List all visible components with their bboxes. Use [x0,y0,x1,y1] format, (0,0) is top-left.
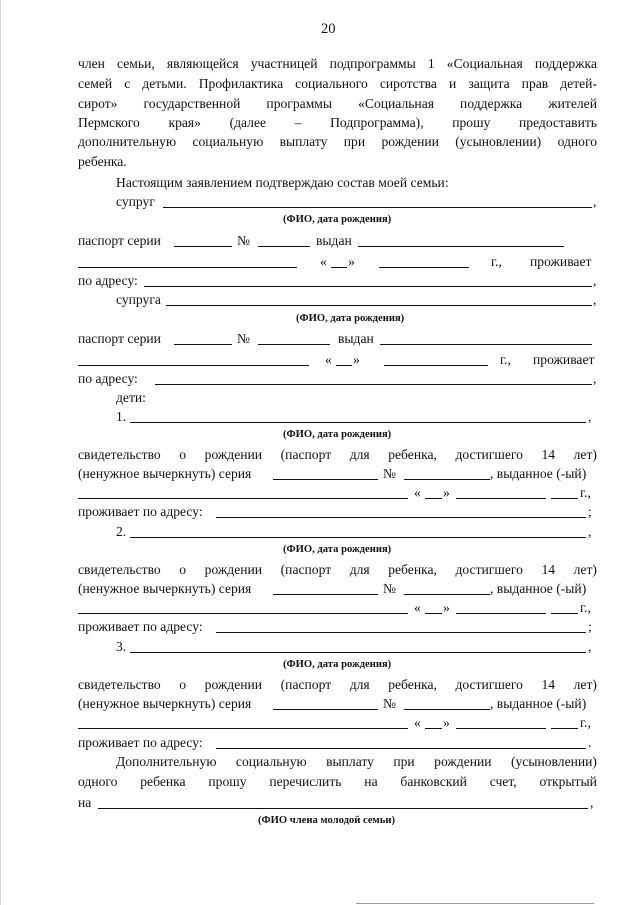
child-3-cert-line: свидетельство о рождении (паспорт для ребенка, достигшего 14 лет) [78,677,597,692]
child-3-period: . [588,735,592,750]
child-1-issued-by-field[interactable] [78,498,408,499]
child-1-issue-day-field[interactable] [425,498,442,499]
child-3-fio-caption: (ФИО, дата рождения) [283,659,392,670]
child-2-address-field[interactable] [216,632,586,633]
child-2-quote-close: » [443,600,450,615]
child-1-year-label: г., [580,485,591,500]
spouse2-issue-month-field[interactable] [384,365,488,366]
child-3-address-label: проживает по адресу: [78,735,203,750]
spouse-issue-day-field[interactable] [331,267,347,268]
child-2-series-field[interactable] [273,594,378,595]
spouse-issued-by-field[interactable] [358,246,564,247]
child-3-issue-month-field[interactable] [456,728,546,729]
child-1-address-label: проживает по адресу: [78,504,203,519]
intro-line-4: Пермского края» (далее – Подпрограмма), прошу предоставить [78,115,597,130]
child-1-issue-year-field[interactable] [551,498,578,499]
child-2-address-label: проживает по адресу: [78,619,203,634]
child-2-issued-label: , выданное (-ый) [490,581,587,596]
intro-line-6: ребенка. [78,154,127,169]
account-on-label: на [78,795,92,810]
spouse2-label: супруга [116,292,161,307]
child-1-series-field[interactable] [273,479,378,480]
spouse2-quote-open: « [325,352,332,367]
spouse-issued-label: выдан [316,233,352,248]
spouse-passport-series-field[interactable] [174,246,232,247]
spouse-address-label: по адресу: [78,273,138,288]
intro-line-2: семей с детьми. Профилактика социального сиротства и защита прав детей- [78,76,597,91]
child-2-issue-year-field[interactable] [551,613,578,614]
payment-line-2: одного ребенка прошу перечислить на банковский счет, открытый [78,774,597,789]
child-3-issue-day-field[interactable] [425,728,442,729]
child-3-cert-number-field[interactable] [404,709,490,710]
scan-left-edge [0,0,1,905]
spouse-quote-close: » [348,254,355,269]
child-3-quote-close: » [443,715,450,730]
spouse2-fio-caption: (ФИО, дата рождения) [296,313,405,324]
child-2-issued-by-field[interactable] [78,613,408,614]
child-2-semicolon: ; [588,619,592,634]
spouse2-number-sign: № [237,331,250,346]
child-1-issue-month-field[interactable] [456,498,546,499]
child-2-quote-open: « [414,600,421,615]
child-3-issue-year-field[interactable] [551,728,578,729]
spouse-comma: , [593,194,597,209]
child-1-number-sign: № [383,466,396,481]
child-2-year-label: г., [580,600,591,615]
child-2-issue-day-field[interactable] [425,613,442,614]
spouse2-comma: , [593,292,597,307]
child-1-quote-open: « [414,485,421,500]
intro-line-3: сирот» государственной программы «Социальная поддержка жителей [78,96,597,111]
child-3-series-field[interactable] [273,709,378,710]
account-holder-field[interactable] [98,808,588,809]
account-holder-caption: (ФИО члена молодой семьи) [258,815,395,826]
child-1-series-label: (ненужное вычеркнуть) серия [78,466,252,481]
spouse-quote-open: « [320,254,327,269]
spouse2-passport-label: паспорт серии [78,331,161,346]
child-1-fio-field[interactable] [130,422,586,423]
spouse2-lives-label: проживает [533,352,595,367]
spouse2-issue-day-field[interactable] [336,365,352,366]
spouse2-fio-field[interactable] [166,305,592,306]
spouse-issue-month-field[interactable] [379,267,469,268]
child-2-number-sign: № [383,581,396,596]
spouse-label: супруг [116,194,155,209]
child-3-comma: , [588,639,592,654]
child-1-cert-number-field[interactable] [404,479,490,480]
child-1-quote-close: » [443,485,450,500]
payment-line-1: Дополнительную социальную выплату при рождении (усыновлении) [116,754,597,769]
child-2-cert-line: свидетельство о рождении (паспорт для ребенка, достигшего 14 лет) [78,562,597,577]
spouse-number-sign: № [237,233,250,248]
child-1-address-field[interactable] [216,517,586,518]
page-number: 20 [321,21,336,37]
child-2-series-label: (ненужное вычеркнуть) серия [78,581,252,596]
child-3-issued-label: , выданное (-ый) [490,696,587,711]
spouse2-issued-by-field-2[interactable] [78,365,309,366]
child-1-comma: , [588,409,592,424]
child-3-year-label: г., [580,715,591,730]
child-1-fio-caption: (ФИО, дата рождения) [283,429,392,440]
spouse-fio-field[interactable] [163,207,592,208]
spouse2-issued-by-field[interactable] [380,344,592,345]
child-3-issued-by-field[interactable] [78,728,408,729]
spouse2-issued-label: выдан [338,331,374,346]
child-1-semicolon: ; [588,504,592,519]
child-2-fio-caption: (ФИО, дата рождения) [283,544,392,555]
spouse-year-label: г., [491,254,502,269]
spouse-passport-number-field[interactable] [258,246,310,247]
spouse2-year-label: г., [500,352,511,367]
intro-line-5: дополнительную социальную выплату при рождении (усыновлении) одного [78,134,597,149]
spouse2-quote-close: » [353,352,360,367]
spouse-passport-label: паспорт серии [78,233,161,248]
child-1-cert-line: свидетельство о рождении (паспорт для ребенка, достигшего 14 лет) [78,447,597,462]
child-2-number: 2. [116,524,127,539]
spouse2-address-label: по адресу: [78,371,138,386]
child-1-number: 1. [116,409,127,424]
family-composition-heading: Настоящим заявлением подтверждаю состав моей семьи: [116,175,449,190]
child-2-cert-number-field[interactable] [404,594,490,595]
spouse2-passport-number-field[interactable] [258,344,330,345]
child-2-fio-field[interactable] [130,537,586,538]
spouse-address-field[interactable] [144,286,592,287]
child-2-comma: , [588,524,592,539]
child-3-number-sign: № [383,696,396,711]
child-3-series-label: (ненужное вычеркнуть) серия [78,696,252,711]
child-2-issue-month-field[interactable] [456,613,546,614]
child-1-issued-label: , выданное (-ый) [490,466,587,481]
spouse2-address-field[interactable] [155,384,592,385]
spouse-fio-caption: (ФИО, дата рождения) [283,214,392,225]
spouse-address-comma: , [593,273,597,288]
children-label: дети: [116,390,146,405]
spouse-issued-by-field-2[interactable] [78,267,297,268]
spouse2-address-comma: , [593,371,597,386]
spouse-lives-label: проживает [530,254,592,269]
scan-bottom-line [356,903,594,904]
intro-line-1: член семьи, являющейся участницей подпрограммы 1 «Социальная поддержка [78,56,597,71]
child-3-quote-open: « [414,715,421,730]
spouse2-passport-series-field[interactable] [174,344,232,345]
child-3-address-field[interactable] [216,748,586,749]
account-comma: , [590,795,594,810]
child-3-number: 3. [116,639,127,654]
child-3-fio-field[interactable] [130,652,586,653]
